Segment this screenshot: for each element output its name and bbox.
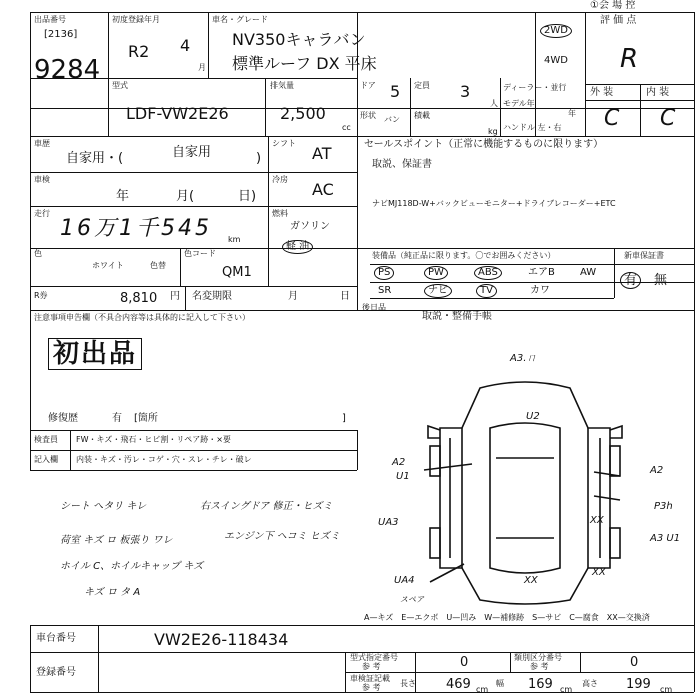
- length-unit: cm: [476, 685, 489, 694]
- first-reg-label: 初度登録年月: [112, 15, 160, 24]
- int-label: 内 装: [646, 87, 670, 98]
- capacity-unit: 人: [490, 99, 498, 108]
- first-listing-stamp: 初出品: [48, 338, 142, 370]
- mark-a2-right: A2: [650, 465, 664, 476]
- color-change: 色替: [150, 261, 166, 270]
- grade-label: 評 価 点: [600, 15, 637, 26]
- inspector-row1: FW・キズ・飛石・ヒビ割・リペア跡・×要: [76, 435, 231, 444]
- model-cert-ref: 参 考: [362, 662, 381, 671]
- model-label: 型式: [112, 81, 128, 90]
- dealer-label: ディーラー・並行: [503, 83, 567, 92]
- equip-tv: TV: [476, 284, 497, 298]
- reg-deadline-label: 名変期限: [192, 291, 232, 302]
- shift-label: シフト: [272, 139, 296, 148]
- first-reg-month: 4: [180, 36, 191, 55]
- lot-number: 9284: [34, 55, 101, 85]
- mark-u2: U2: [526, 411, 540, 422]
- notes-label: 注意事項申告欄（不具合内容等は具体的に記入して下さい）: [34, 313, 250, 322]
- equip-aw: AW: [580, 267, 597, 278]
- class-value: 0: [630, 655, 639, 670]
- ext-label: 外 装: [590, 87, 614, 98]
- shape-label: 形状: [360, 111, 376, 120]
- mark-a2-left: A2: [392, 457, 406, 468]
- inspector-label2: 記入欄: [34, 455, 58, 464]
- history-label: 車歴: [34, 139, 50, 148]
- width-unit: cm: [560, 685, 573, 694]
- history-close: ): [256, 151, 262, 166]
- equip-airbag: エアB: [528, 267, 555, 278]
- mark-u1-left: U1: [396, 471, 410, 482]
- mileage-unit: km: [228, 235, 241, 244]
- color-code: QM1: [222, 265, 252, 280]
- after-label: 後日品: [362, 303, 386, 312]
- model-year-unit: 年: [568, 109, 576, 118]
- length-value: 469: [446, 677, 471, 692]
- mark-ua3: UA3: [378, 517, 399, 528]
- displacement-unit: cc: [342, 123, 351, 132]
- color-code-label: 色コード: [184, 249, 216, 258]
- legend: A—キズ E—エクボ U—凹み W—補修跡 S—サビ C—腐食 XX—交換済: [364, 613, 650, 622]
- repair-place: [箇所: [134, 413, 158, 424]
- equip-navi: ナビ: [424, 284, 452, 298]
- reg-no-label: 登録番号: [36, 667, 76, 678]
- mileage-value: 16万1千545: [60, 216, 212, 241]
- inspector-label: 検査員: [34, 435, 58, 444]
- first-reg-era: R2: [128, 42, 150, 61]
- hw-line1: シート へタリ キレ: [60, 501, 147, 512]
- equip-sr: SR: [378, 285, 392, 296]
- mark-top: A3.ㄇ: [510, 353, 537, 364]
- load-unit: kg: [488, 127, 498, 136]
- width-value: 169: [528, 677, 553, 692]
- height-unit: cm: [660, 685, 673, 694]
- car-cert-ref: 参 考: [362, 683, 381, 692]
- handle-label: ハンドル 左・右: [503, 123, 562, 132]
- sales-point-label: セールスポイント（正常に機能するものに限ります）: [364, 139, 604, 150]
- recycle-value: 8,810: [120, 291, 158, 306]
- model-cert-value: 0: [460, 655, 469, 670]
- fuel-label: 燃料: [272, 209, 288, 218]
- sales-point-item2: ナビMJ118D-W+バックビューモニター+ドライブレコーダー+ETC: [372, 199, 616, 208]
- fuel-light-oil: 軽 油: [282, 240, 313, 254]
- capacity-label: 定員: [414, 81, 430, 90]
- ext-grade: C: [604, 106, 620, 131]
- lot-label: 出品番号: [34, 15, 66, 24]
- mark-xx2: XX: [524, 575, 538, 586]
- fuel-gasoline: ガソリン: [290, 221, 330, 232]
- equip-ps: PS: [374, 266, 394, 280]
- chassis-label: 車台番号: [36, 633, 76, 644]
- color-label: 色: [34, 249, 42, 258]
- inspector-row2: 内装・キズ・汚レ・コゲ・穴・スレ・チレ・破レ: [76, 455, 252, 464]
- reg-deadline-month: 月: [288, 291, 298, 302]
- hw-line4: キズ ロ タ A: [84, 587, 141, 598]
- warranty-yes: 有: [620, 272, 641, 289]
- hw-line2: 荷室 キズ ロ 板張り ワレ: [60, 535, 173, 546]
- model-value: LDF-VW2E26: [126, 104, 229, 123]
- height-label: 高さ: [582, 679, 598, 688]
- capacity-value: 3: [460, 82, 471, 101]
- drive-2wd: 2WD: [540, 24, 572, 38]
- class-label: 類別区分番号: [514, 653, 562, 662]
- hw-line2b: エンジン下 ヘコミ ヒズミ: [224, 531, 340, 542]
- hw-line1b: 右スイングドア 修正・ヒズミ: [200, 501, 333, 512]
- inspection-year: 年: [116, 189, 130, 204]
- mark-p3h: P3h: [654, 501, 673, 512]
- history-value: 自家用・(: [66, 151, 124, 166]
- inspection-month: 月(: [176, 189, 195, 204]
- sales-point-item1: 取説、保証書: [372, 159, 432, 170]
- mark-ua4: UA4: [394, 575, 415, 586]
- displacement-label: 排気量: [270, 81, 294, 90]
- mark-spare: スペア: [400, 595, 424, 604]
- name-line2: 標準ルーフ DX 平床: [232, 54, 377, 73]
- hw-line3: ホイル C、ホイルキャップ キズ: [60, 561, 204, 572]
- equip-abs: ABS: [474, 266, 502, 280]
- inspection-day: 日): [238, 189, 257, 204]
- recycle-label: R券: [34, 291, 48, 300]
- aircon-value: AC: [312, 180, 334, 199]
- after-value: 取説・整備手帳: [422, 311, 492, 322]
- mileage-label: 走行: [34, 209, 50, 218]
- warranty-no: 無: [654, 273, 668, 288]
- grade-value: R: [620, 44, 639, 74]
- load-label: 積載: [414, 111, 430, 120]
- height-value: 199: [626, 677, 651, 692]
- name-line1: NV350キャラバン: [232, 30, 366, 49]
- equip-leather: カワ: [530, 285, 550, 296]
- repair-value: 有: [112, 413, 122, 424]
- model-cert-label: 型式指定番号: [350, 653, 398, 662]
- lot-sub: [2136]: [44, 29, 78, 40]
- int-grade: C: [660, 106, 676, 131]
- header-fragment: ①会 場 控: [590, 0, 636, 11]
- name-label: 車名・グレード: [212, 15, 268, 24]
- new-warranty-label: 新車保証書: [624, 251, 664, 260]
- doors-label: ドア: [360, 81, 376, 90]
- repair-label: 修復歴: [48, 413, 78, 424]
- shift-value: AT: [312, 144, 332, 163]
- reg-deadline-day: 日: [340, 291, 350, 302]
- history-value2: 自家用: [172, 145, 212, 160]
- recycle-unit: 円: [170, 291, 180, 302]
- equip-pw: PW: [424, 266, 448, 280]
- drive-4wd: 4WD: [544, 55, 568, 66]
- aircon-label: 冷房: [272, 175, 288, 184]
- width-label: 幅: [496, 679, 504, 688]
- color-value: ホワイト: [92, 261, 124, 270]
- repair-place-close: ]: [342, 413, 346, 424]
- car-cert-label: 車検証記載: [350, 674, 390, 683]
- inspection-label: 車検: [34, 175, 50, 184]
- class-ref: 参 考: [530, 662, 549, 671]
- doors-value: 5: [390, 82, 401, 101]
- shape-value: バン: [384, 115, 400, 124]
- mark-xx1: XX: [590, 515, 604, 526]
- length-label: 長さ: [400, 679, 416, 688]
- mark-a3u1: A3 U1: [650, 533, 681, 544]
- displacement-value: 2,500: [280, 104, 326, 123]
- equipment-label: 装備品（純正品に限ります。〇でお囲みください）: [372, 251, 556, 260]
- model-year-label: モデル年: [503, 99, 535, 108]
- first-reg-month-unit: 月: [198, 63, 206, 72]
- mark-xx3: XX: [592, 567, 606, 578]
- chassis-value: VW2E26-118434: [154, 630, 289, 649]
